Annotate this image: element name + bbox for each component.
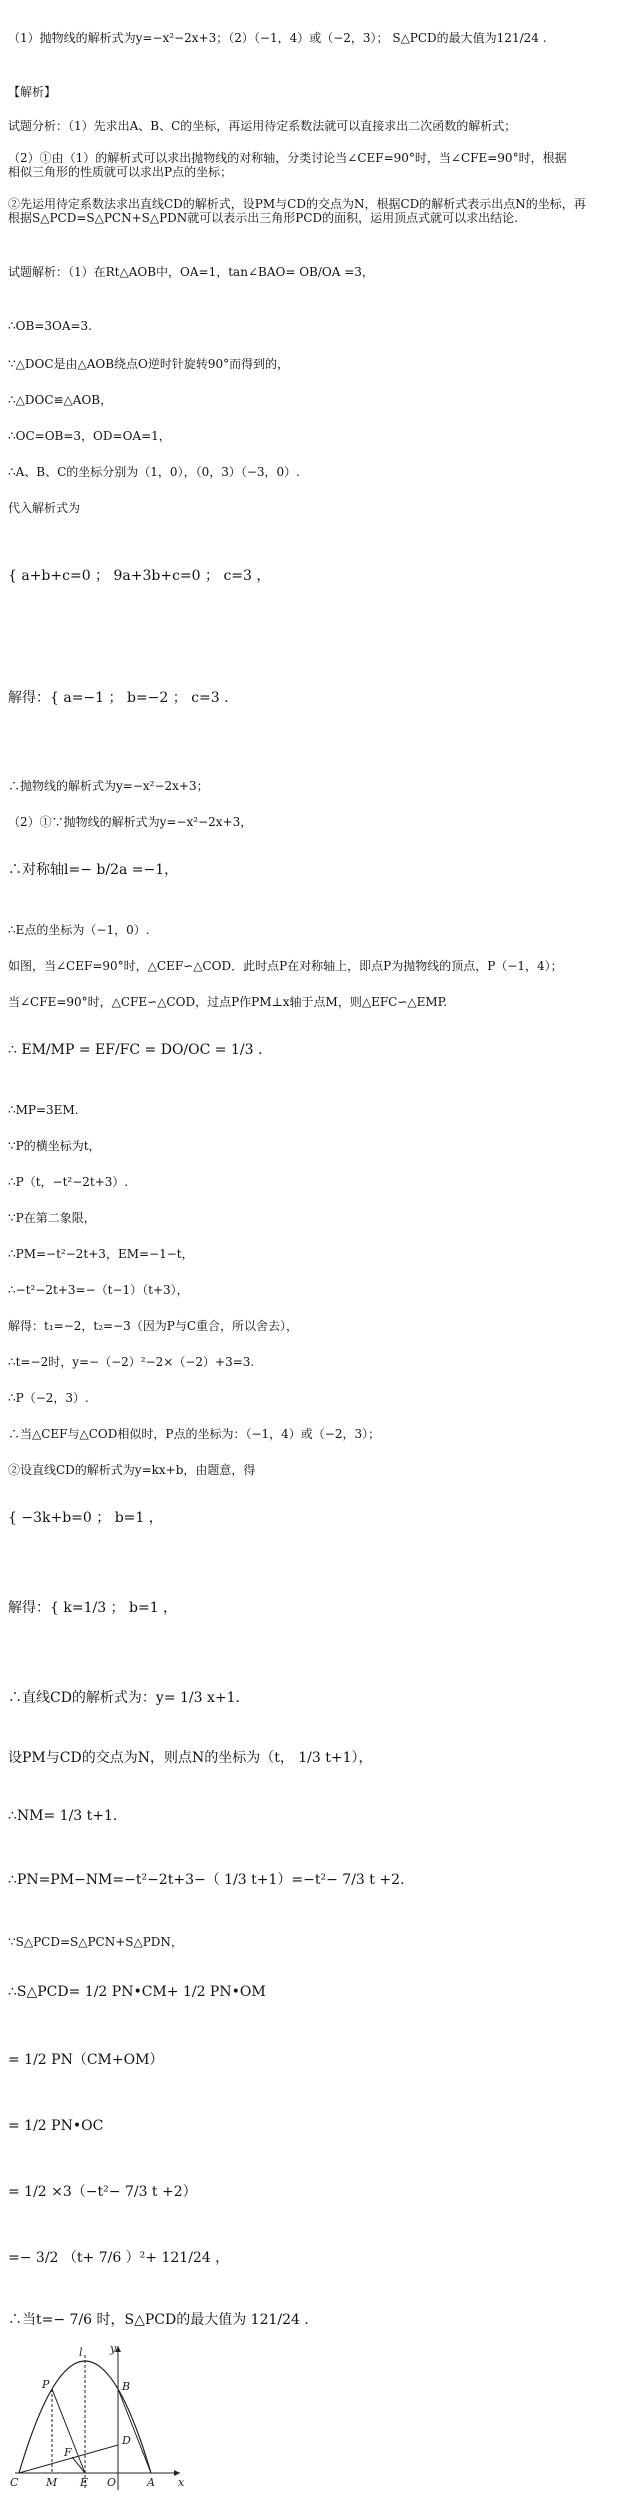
equation-system: 解得：{ a=−1 ； b=−2 ； c=3 . [8,690,229,706]
segment-ef [72,2457,85,2473]
solution-line: ∴S△PCD= 1/2 PN•CM+ 1/2 PN•OM [8,1984,266,2000]
solution-line: ∴NM= 1/3 t+1. [8,1808,118,1824]
label-a: A [147,2476,155,2489]
label-p: P [42,2378,50,2391]
solution-line: = 1/2 ×3（−t²− 7/3 t +2） [8,2184,197,2200]
solution-line: ∴−t²−2t+3=−（t−1）（t+3）， [8,1283,189,1297]
solution-line: 解得：t₁=−2，t₂=−3（因为P与C重合，所以舍去）， [8,1319,299,1333]
solution-line: = 1/2 PN（CM+OM） [8,2052,164,2068]
solution-line: ∴对称轴l=− b/2a =−1， [8,862,179,878]
solution-line: ∵△DOC是由△AOB绕点O逆时针旋转90°而得到的， [8,357,290,371]
equation-system: { −3k+b=0 ； b=1 ， [8,1510,163,1526]
analysis-line: ②先运用待定系数法求出直线CD的解析式，设PM与CD的交点为N，根据CD的解析式表示出点N的坐标，再 [8,197,586,211]
solution-line: ∴MP=3EM. [8,1103,79,1117]
solution-line: ∴P（t，−t²−2t+3）. [8,1175,129,1189]
label-d: D [122,2434,131,2447]
label-c: C [10,2476,19,2489]
parabola-figure [10,2340,190,2495]
solution-line: ∴ EM/MP = EF/FC = DO/OC = 1/3 . [8,1042,263,1058]
solution-line: ∴PM=−t²−2t+3，EM=−1−t， [8,1247,194,1261]
answer-summary: （1）抛物线的解析式为y=−x²−2x+3；（2）（−1，4）或（−2，3）； S△PCD的最大值为121/24 . [8,31,547,45]
analysis-line: （2）①由（1）的解析式可以求出抛物线的对称轴，分类讨论当∠CEF=90°时，当∠CFE=90°时，根据 [8,151,567,165]
solution-line: ∴OC=OB=3，OD=OA=1， [8,429,171,443]
segment-pe [52,2389,85,2473]
solution-line: 如图，当∠CEF=90°时，△CEF∽△COD．此时点P在对称轴上，即点P为抛物线的顶点，P（−1，4）； [8,959,563,973]
solution-line: ∴A、B、C的坐标分别为（1，0），（0，3）（−3，0）. [8,465,300,479]
solution-line: 设PM与CD的交点为N，则点N的坐标为（t， 1/3 t+1）， [8,1750,373,1766]
solution-line: ∴PN=PM−NM=−t²−2t+3−（ 1/3 t+1）=−t²− 7/3 t +2. [8,1872,405,1888]
label-f: F [64,2446,72,2459]
label-x: x [178,2476,185,2489]
solution-line: =− 3/2 （t+ 7/6 ）²+ 121/24 ， [8,2250,230,2266]
analysis-line: 试题分析：（1）先求出A、B、C的坐标，再运用待定系数法就可以直接求出二次函数的解析式； [8,119,517,133]
solution-line: ∴E点的坐标为（−1，0）. [8,923,150,937]
label-y: y [110,2342,117,2355]
solution-line: 当∠CFE=90°时，△CFE∽△COD，过点P作PM⊥x轴于点M，则△EFC∽△EMP. [8,995,448,1009]
analysis-line: 根据S△PCD=S△PCN+S△PDN就可以表示出三角形PCD的面积，运用顶点式就可以求出结论. [8,211,518,225]
solution-line: ∴P（−2，3）. [8,1391,89,1405]
label-o: O [107,2476,117,2489]
analysis-heading: 【解析】 [8,85,57,99]
label-b: B [122,2380,131,2393]
solution-line: ∵S△PCD=S△PCN+S△PDN， [8,1935,183,1949]
solution-line: ∵P的横坐标为t， [8,1139,101,1153]
equation-system: { a+b+c=0 ； 9a+3b+c=0 ； c=3 ， [8,568,271,584]
equation-system: 解得：{ k=1/3 ； b=1 ， [8,1600,178,1616]
label-e: E [80,2476,89,2489]
solution-line: ∵P在第二象限， [8,1211,96,1225]
solution-line: ∴△DOC≌△AOB， [8,393,113,407]
solution-line: = 1/2 PN•OC [8,2118,104,2134]
label-l: l [79,2346,83,2359]
solution-line: 代入解析式为 [8,501,81,515]
analysis-line: 相似三角形的性质就可以求出P点的坐标； [8,165,233,179]
solution-line: ∴t=−2时，y=−（−2）²−2×（−2）+3=3. [8,1355,255,1369]
label-m: M [46,2476,58,2489]
solution-line: ∴直线CD的解析式为：y= 1/3 x+1. [8,1690,240,1706]
solution-line: ∴抛物线的解析式为y=−x²−2x+3； [8,779,209,793]
line-ab [118,2389,151,2473]
solution-conclusion: ∴当t=− 7/6 时，S△PCD的最大值为 121/24 . [8,2312,309,2328]
solution-line: （2）①∵抛物线的解析式为y=−x²−2x+3， [8,815,253,829]
solution-line: ∴OB=3OA=3. [8,319,92,333]
solution-line: ∴当△CEF与△COD相似时，P点的坐标为：（−1，4）或（−2，3）； [8,1427,381,1441]
solution-line: ②设直线CD的解析式为y=kx+b，由题意，得 [8,1463,256,1477]
solution-line: 试题解析：（1）在Rt△AOB中，OA=1，tan∠BAO= OB/OA =3， [8,265,374,279]
